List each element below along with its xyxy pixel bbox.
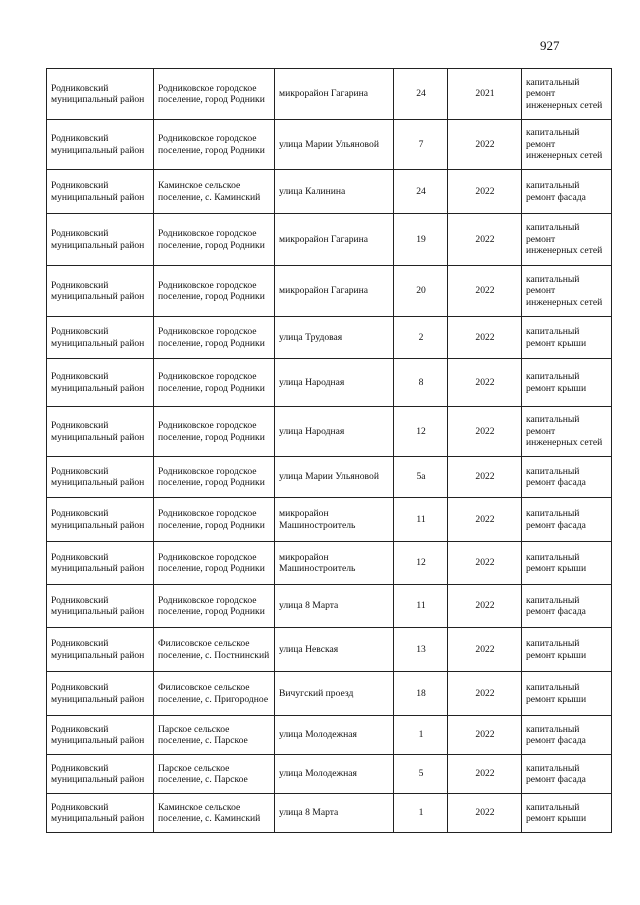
settlement-cell: Родниковское городское поселение, город Родники bbox=[154, 69, 275, 120]
year-cell: 2022 bbox=[448, 359, 522, 407]
settlement-cell: Родниковское городское поселение, город Родники bbox=[154, 120, 275, 170]
table-row bbox=[47, 170, 612, 214]
table-row bbox=[47, 407, 612, 457]
house-number-cell: 24 bbox=[394, 69, 448, 120]
work-type-cell: капитальный ремонт крыши bbox=[522, 628, 612, 672]
table-row bbox=[47, 628, 612, 672]
year-cell: 2022 bbox=[448, 755, 522, 794]
settlement-cell: Парское сельское поселение, с. Парское bbox=[154, 716, 275, 755]
year-cell: 2022 bbox=[448, 794, 522, 833]
settlement-cell: Родниковское городское поселение, город Родники bbox=[154, 266, 275, 317]
year-cell: 2022 bbox=[448, 214, 522, 266]
street-cell: улица Марии Ульяновой bbox=[275, 457, 394, 498]
year-cell: 2022 bbox=[448, 170, 522, 214]
district-cell: Родниковский муниципальный район bbox=[47, 498, 154, 542]
settlement-cell: Родниковское городское поселение, город Родники bbox=[154, 585, 275, 628]
district-cell: Родниковский муниципальный район bbox=[47, 457, 154, 498]
work-type-cell: капитальный ремонт фасада bbox=[522, 716, 612, 755]
settlement-cell: Каминское сельское поселение, с. Каминский bbox=[154, 170, 275, 214]
house-number-cell: 7 bbox=[394, 120, 448, 170]
district-cell: Родниковский муниципальный район bbox=[47, 120, 154, 170]
street-cell: улица Народная bbox=[275, 407, 394, 457]
table-row bbox=[47, 672, 612, 716]
district-cell: Родниковский муниципальный район bbox=[47, 585, 154, 628]
house-number-cell: 5а bbox=[394, 457, 448, 498]
settlement-cell: Филисовское сельское поселение, с. Постнинский bbox=[154, 628, 275, 672]
work-type-cell: капитальный ремонт инженерных сетей bbox=[522, 407, 612, 457]
street-cell: Вичугский проезд bbox=[275, 672, 394, 716]
year-cell: 2022 bbox=[448, 317, 522, 359]
table-row bbox=[47, 585, 612, 628]
district-cell: Родниковский муниципальный район bbox=[47, 716, 154, 755]
work-type-cell: капитальный ремонт фасада bbox=[522, 170, 612, 214]
work-type-cell: капитальный ремонт фасада bbox=[522, 755, 612, 794]
settlement-cell: Родниковское городское поселение, город Родники bbox=[154, 542, 275, 585]
district-cell: Родниковский муниципальный район bbox=[47, 672, 154, 716]
street-cell: улица Невская bbox=[275, 628, 394, 672]
settlement-cell: Родниковское городское поселение, город Родники bbox=[154, 317, 275, 359]
work-type-cell: капитальный ремонт фасада bbox=[522, 498, 612, 542]
district-cell: Родниковский муниципальный район bbox=[47, 317, 154, 359]
year-cell: 2022 bbox=[448, 457, 522, 498]
settlement-cell: Родниковское городское поселение, город Родники bbox=[154, 498, 275, 542]
table-row bbox=[47, 359, 612, 407]
street-cell: улица 8 Марта bbox=[275, 585, 394, 628]
house-number-cell: 11 bbox=[394, 585, 448, 628]
street-cell: микрорайон Гагарина bbox=[275, 266, 394, 317]
settlement-cell: Родниковское городское поселение, город Родники bbox=[154, 359, 275, 407]
district-cell: Родниковский муниципальный район bbox=[47, 170, 154, 214]
house-number-cell: 13 bbox=[394, 628, 448, 672]
table-row bbox=[47, 120, 612, 170]
district-cell: Родниковский муниципальный район bbox=[47, 214, 154, 266]
district-cell: Родниковский муниципальный район bbox=[47, 266, 154, 317]
house-number-cell: 5 bbox=[394, 755, 448, 794]
work-type-cell: капитальный ремонт крыши bbox=[522, 359, 612, 407]
house-number-cell: 19 bbox=[394, 214, 448, 266]
street-cell: микрорайон Гагарина bbox=[275, 214, 394, 266]
street-cell: микрорайон Гагарина bbox=[275, 69, 394, 120]
year-cell: 2022 bbox=[448, 407, 522, 457]
house-number-cell: 8 bbox=[394, 359, 448, 407]
work-type-cell: капитальный ремонт крыши bbox=[522, 794, 612, 833]
street-cell: улица Трудовая bbox=[275, 317, 394, 359]
street-cell: улица Калинина bbox=[275, 170, 394, 214]
settlement-cell: Филисовское сельское поселение, с. Пригородное bbox=[154, 672, 275, 716]
year-cell: 2022 bbox=[448, 120, 522, 170]
table-row bbox=[47, 755, 612, 794]
house-number-cell: 1 bbox=[394, 794, 448, 833]
work-type-cell: капитальный ремонт фасада bbox=[522, 457, 612, 498]
district-cell: Родниковский муниципальный район bbox=[47, 542, 154, 585]
work-type-cell: капитальный ремонт инженерных сетей bbox=[522, 120, 612, 170]
house-number-cell: 2 bbox=[394, 317, 448, 359]
table-row bbox=[47, 457, 612, 498]
street-cell: улица Молодежная bbox=[275, 755, 394, 794]
table-row bbox=[47, 214, 612, 266]
work-type-cell: капитальный ремонт инженерных сетей bbox=[522, 266, 612, 317]
work-type-cell: капитальный ремонт фасада bbox=[522, 585, 612, 628]
year-cell: 2022 bbox=[448, 628, 522, 672]
work-type-cell: капитальный ремонт крыши bbox=[522, 317, 612, 359]
house-number-cell: 20 bbox=[394, 266, 448, 317]
settlement-cell: Каминское сельское поселение, с. Каминский bbox=[154, 794, 275, 833]
house-number-cell: 11 bbox=[394, 498, 448, 542]
settlement-cell: Родниковское городское поселение, город Родники bbox=[154, 457, 275, 498]
table-body bbox=[47, 69, 612, 833]
street-cell: улица Народная bbox=[275, 359, 394, 407]
year-cell: 2022 bbox=[448, 716, 522, 755]
year-cell: 2022 bbox=[448, 498, 522, 542]
table-row bbox=[47, 69, 612, 120]
table-row bbox=[47, 716, 612, 755]
district-cell: Родниковский муниципальный район bbox=[47, 628, 154, 672]
street-cell: улица 8 Марта bbox=[275, 794, 394, 833]
district-cell: Родниковский муниципальный район bbox=[47, 755, 154, 794]
district-cell: Родниковский муниципальный район bbox=[47, 407, 154, 457]
year-cell: 2022 bbox=[448, 672, 522, 716]
year-cell: 2021 bbox=[448, 69, 522, 120]
table-row bbox=[47, 498, 612, 542]
table-row bbox=[47, 542, 612, 585]
house-number-cell: 1 bbox=[394, 716, 448, 755]
table-row bbox=[47, 794, 612, 833]
district-cell: Родниковский муниципальный район bbox=[47, 69, 154, 120]
district-cell: Родниковский муниципальный район bbox=[47, 359, 154, 407]
work-type-cell: капитальный ремонт крыши bbox=[522, 542, 612, 585]
street-cell: улица Молодежная bbox=[275, 716, 394, 755]
page-number: 927 bbox=[540, 38, 560, 53]
district-cell: Родниковский муниципальный район bbox=[47, 794, 154, 833]
year-cell: 2022 bbox=[448, 585, 522, 628]
table-row bbox=[47, 266, 612, 317]
work-type-cell: капитальный ремонт инженерных сетей bbox=[522, 69, 612, 120]
settlement-cell: Родниковское городское поселение, город Родники bbox=[154, 407, 275, 457]
street-cell: улица Марии Ульяновой bbox=[275, 120, 394, 170]
house-number-cell: 12 bbox=[394, 407, 448, 457]
housing-repair-table bbox=[46, 68, 612, 833]
table-row bbox=[47, 317, 612, 359]
work-type-cell: капитальный ремонт инженерных сетей bbox=[522, 214, 612, 266]
work-type-cell: капитальный ремонт крыши bbox=[522, 672, 612, 716]
settlement-cell: Родниковское городское поселение, город Родники bbox=[154, 214, 275, 266]
street-cell: микрорайон Машиностроитель bbox=[275, 542, 394, 585]
street-cell: микрорайон Машиностроитель bbox=[275, 498, 394, 542]
year-cell: 2022 bbox=[448, 266, 522, 317]
settlement-cell: Парское сельское поселение, с. Парское bbox=[154, 755, 275, 794]
year-cell: 2022 bbox=[448, 542, 522, 585]
house-number-cell: 18 bbox=[394, 672, 448, 716]
house-number-cell: 12 bbox=[394, 542, 448, 585]
house-number-cell: 24 bbox=[394, 170, 448, 214]
